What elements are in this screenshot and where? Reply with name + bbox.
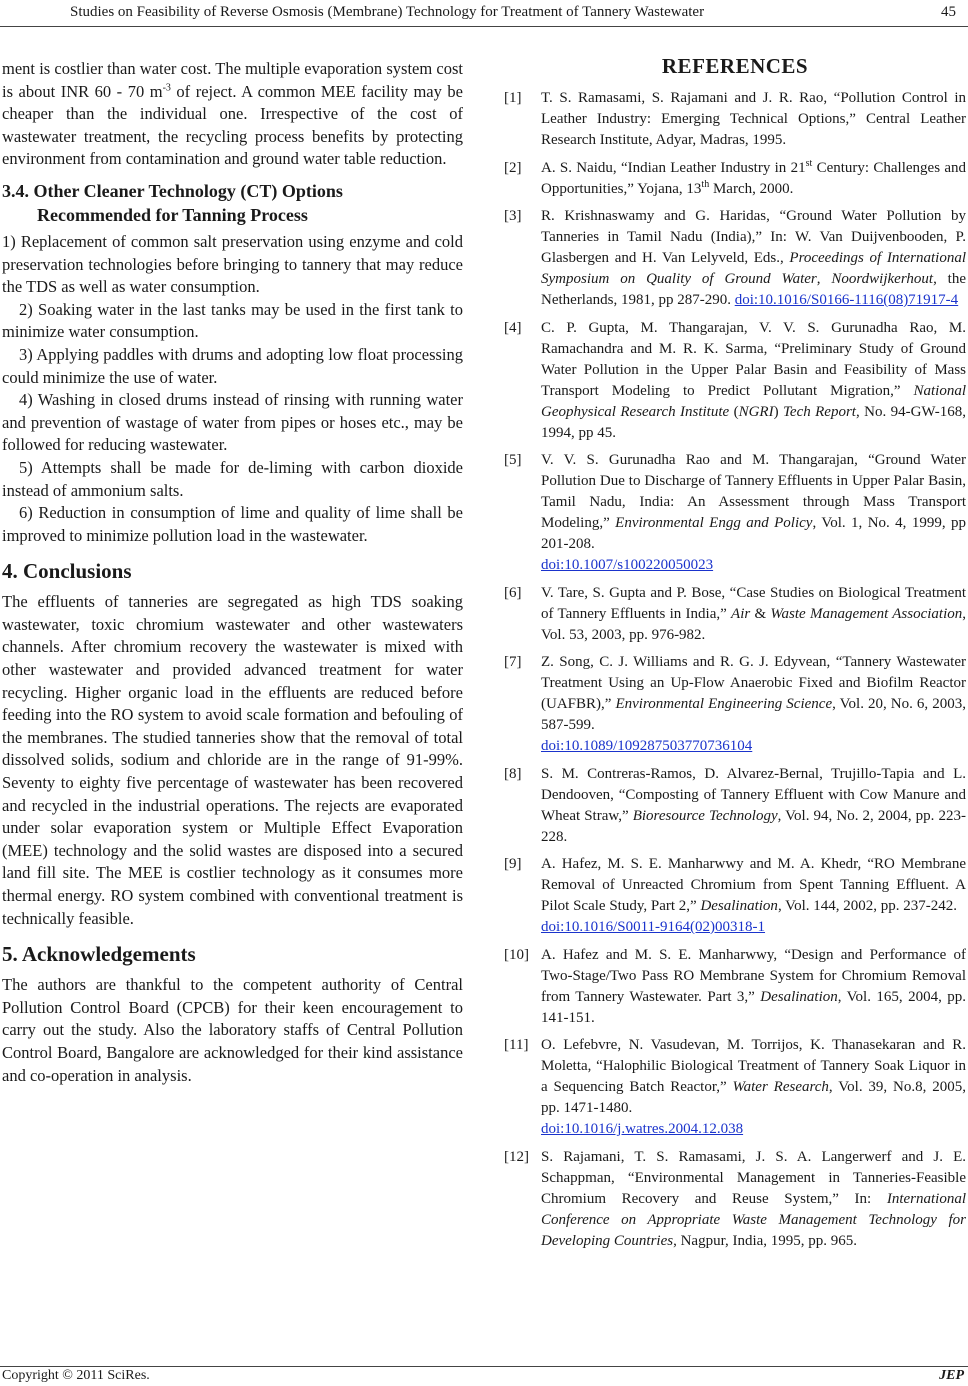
acknowledgements-paragraph: The authors are thankful to the competent authority of Central Pollution Control Board (CPCB) for their keen encouragement to carry out the study. Also the laboratory staffs of Central Pollution Control Board, Bangalore are acknowledged for their kind assistance and co-operation in analysis. [2, 975, 463, 1085]
ct-item-6: 6) Reduction in consumption of lime and quality of lime shall be improved to minimize pollution load in the wastewater. [2, 503, 463, 545]
reference-6: [6] V. Tare, S. Gupta and P. Bose, “Case Studies on Biological Treatment of Tannery Effluents in India,” Air & Waste Management Association, Vol. 53, 2003, pp. 976-982. [504, 584, 966, 643]
reference-1: [1] T. S. Ramasami, S. Rajamani and J. R. Rao, “Pollution Control in Leather Industry: Emerging Technical Options,” Central Leather Research Institute, Adyar, Madras, 1995. [504, 90, 966, 148]
reference-9: [9] A. Hafez, M. S. E. Manharwwy and M. A. Khedr, “RO Membrane Removal of Unreacted Chromium from Spent Tanning Effluent. A Pilot Scale Study, Part 2,” Desalination, Vol. 144, 2002, pp. 237-242. doi:10.1016/S0011-9164(02)00318-1 [504, 854, 966, 938]
reference-10: [10] A. Hafez and M. S. E. Manharwwy, “Design and Performance of Two-Stage/Two Pass RO Membrane System for Chromium Removal from Tannery Wastewater. Part 3,” Desalination, Vol. 165, 2004, pp. 141-151. [504, 946, 966, 1026]
page-number: 45 [941, 4, 956, 20]
doi-link[interactable]: doi:10.1089/109287503770736104 [541, 738, 753, 754]
running-header [0, 4, 968, 24]
header-rule [0, 26, 968, 27]
reference-5: [5] V. V. S. Gurunadha Rao and M. Thangarajan, “Ground Water Pollution Due to Discharge of Tannery Effluents in Upper Palar Basin, Tamil Nadu, India: An Assessment through Mass Transport Modeling,” Environmental Engg and Policy, Vol. 1, No. 4, 1999, pp 201-208. doi:10.1007/s100220050023 [504, 450, 966, 576]
reference-8: [8] S. M. Contreras-Ramos, D. Alvarez-Bernal, Trujillo-Tapia and L. Dendooven, “Composting of Tannery Effluent with Cow Manure and Wheat Straw,” Bioresource Technology, Vol. 94, No. 2, 2004, pp. 223-228. [504, 765, 966, 845]
ct-item-1: 1) Replacement of common salt preservation using enzyme and cold preservation technologies before bringing to tannery that may reduce the TDS as well as water consumption. [2, 231, 463, 297]
running-title: Studies on Feasibility of Reverse Osmosis (Membrane) Technology for Treatment of Tannery Wastewater [70, 4, 705, 20]
ct-item-5: 5) Attempts shall be made for de-liming with carbon dioxide instead of ammonium salts. [2, 457, 463, 500]
references-column [504, 54, 966, 1258]
ct-item-3: 3) Applying paddles with drums and adopting low float processing could minimize the use of water. [2, 344, 463, 387]
left-column [2, 58, 463, 1087]
journal-abbrev: JEP [939, 1368, 964, 1383]
ct-item-4: 4) Washing in closed drums instead of rinsing with running water and prevention of wastage of water from pipes or hoses etc., may be followed for reducing wastewater. [2, 390, 463, 455]
conclusions-heading: 4. Conclusions [2, 559, 132, 584]
footer-rule [0, 1366, 968, 1367]
conclusions-paragraph: The effluents of tanneries are segregated as high TDS soaking wastewater, toxic chromium wastewater and other wastewaters channels. After chromium recovery the wastewater is mixed with other wastewater and provided advanced treatment for water recycling. Higher organic load in the effluents are reduced before feeding into the RO system to avoid scale formation and befouling of the membranes. The studied tanneries show that the removal of total dissolved solids, sodium and chloride are in the range of 91-99%. Seventy to eighty five percentage of wastewater has been recovered and recycled in the industrial operations. The rejects are evaporated under solar evaporation system or Multiple Effect Evaporation (MEE) technology and the solid wastes are disposed into a secured land fill site. The MEE is costlier technology as it consumes more thermal energy. RO system combined with conventional treatment is technically feasible. [2, 592, 463, 928]
acknowledgements-heading: 5. Acknowledgements [2, 942, 196, 967]
reference-3: [3] R. Krishnaswamy and G. Haridas, “Ground Water Pollution by Tanneries in Tamil Nadu (India),” In: W. Van Duijvenbooden, P. Glasbergen and H. Van Lelyveld, Eds., Proceedings of International Symposium on Quality of Ground Water, Noordwijkerhout, the Netherlands, 1981, pp 287-290. doi:10.1016/S0166-1116(08)71917-4 [504, 208, 967, 308]
doi-link[interactable]: doi:10.1016/S0011-9164(02)00318-1 [541, 919, 766, 935]
doi-link[interactable]: doi:10.1016/S0166-1116(08)71917-4 [734, 292, 959, 308]
ct-item-2: 2) Soaking water in the last tanks may be used in the first tank to minimize water consumption. [2, 299, 463, 342]
paragraph-cost: ment is costlier than water cost. The multiple evaporation system cost is about INR 60 - 70 $m^{-3}$ of reject. A common MEE facility may be cheaper than the individual one. Irrespective of the cost of wastewater treatment, the recycling process benefits by protecting environment from contamination and ground water table reduction. [2, 59, 463, 169]
section-3-4-heading: 3.4. Other Cleaner Technology (CT) Options Recommended for Tanning Process [2, 180, 343, 225]
doi-link[interactable]: doi:10.1007/s100220050023 [541, 557, 714, 573]
reference-2: [2] A. S. Naidu, “Indian Leather Industry in 21st Century: Challenges and Opportunities,” Yojana, 13th March, 2000. [504, 157, 966, 197]
copyright-notice: Copyright © 2011 SciRes. [2, 1368, 150, 1383]
reference-11: [11] O. Lefebvre, N. Vasudevan, M. Torrijos, K. Thanasekaran and R. Moletta, “Halophilic Biological Treatment of Tannery Soak Liquor in a Sequencing Batch Reactor,” Water Research, Vol. 39, No.8, 2005, pp. 1471-1480. doi:10.1016/j.watres.2004.12.038 [504, 1035, 966, 1140]
references-heading: REFERENCES [661, 54, 809, 78]
reference-7: [7] Z. Song, C. J. Williams and R. G. J. Edyvean, “Tannery Wastewater Treatment Using an Up-Flow Anaerobic Fixed and Biofilm Reactor (UAFBR),” Environmental Engineering Science, Vol. 20, No. 6, 2003, 587-599. doi:10.1089/109287503770736104 [504, 652, 966, 757]
doi-link[interactable]: doi:10.1016/j.watres.2004.12.038 [541, 1121, 744, 1137]
reference-4: [4] C. P. Gupta, M. Thangarajan, V. V. S. Gurunadha Rao, M. Ramachandra and M. R. K. Sarma, “Preliminary Study of Ground Water Pollution in the Upper Palar Basin and Feasibility of Mass Transport Modeling to Predict Pollutant Migration,” National Geophysical Research Institute (NGRI) Tech Report, No. 94-GW-168, 1994, pp 45. [504, 319, 966, 441]
reference-12: [12] S. Rajamani, T. S. Ramasami, J. S. A. Langerwerf and J. E. Schappman, “Environmental Management in Tanneries-Feasible Chromium Recovery and Reuse System,” In: International Conference on Appropriate Waste Management Technology for Developing Countries, Nagpur, India, 1995, pp. 965. [504, 1148, 966, 1249]
